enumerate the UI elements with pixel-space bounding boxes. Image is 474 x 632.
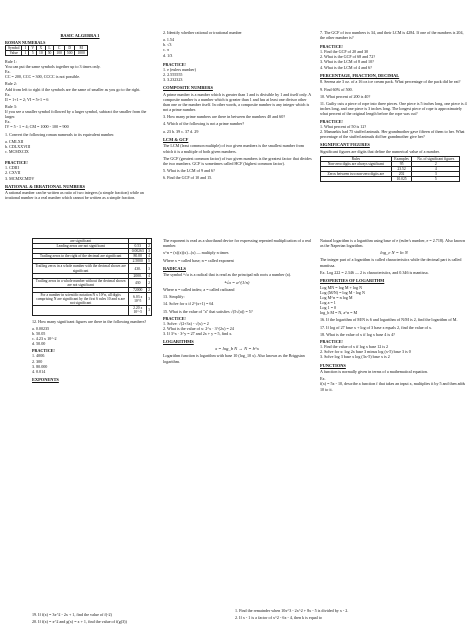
list-item: d. 50.00 xyxy=(32,341,46,347)
table-cell: Non-zero digits are always significant xyxy=(321,161,392,166)
symbol-cell: V xyxy=(29,45,37,50)
question: 2. Identify whether rational or irrational number xyxy=(163,30,242,35)
example-label: Ex. xyxy=(5,91,11,97)
question: 11. Guilty cuts a piece of rope into three pieces. One piece is 5 inches long, one piece is 4 inches long, and one piece is 3 inches long. The longest piece of rope is approximately what percent of the original length before the rope was cut? xyxy=(320,101,467,117)
question: 12. How many significant figures are there in the following numbers? xyxy=(32,318,147,324)
table-cell: 2 xyxy=(148,287,150,292)
practice-heading: PRACTICE! xyxy=(320,44,343,50)
list-item: 1. Find the GCF of 20 and 30 xyxy=(320,49,369,55)
property-item: Log MN = log M + log N xyxy=(320,284,363,290)
list-item: 1. What percent of 50 is 12? xyxy=(320,123,367,129)
radical-text: The symbol ⁿ√a is a radical that is read as the principal nth roots a number (a). xyxy=(163,272,292,278)
list-item: 1. 4000. xyxy=(32,353,46,359)
composite-heading: COMPOSITE NUMBERS xyxy=(163,85,213,91)
middle-sheet xyxy=(0,236,474,588)
table-cell: 0.53 xyxy=(129,244,147,249)
symbol-cell: D xyxy=(64,45,75,50)
column-2 xyxy=(163,30,313,183)
list-item: 2. Mamaekis had 75 stuffed animals. Her grandmother gave fifteen of them to her. What percentage of the stuffed animals did her grandmother give her? xyxy=(320,128,465,139)
bottom-right-questions xyxy=(235,608,435,623)
options: a. 23 b. 39 c. 37 d. 29 xyxy=(163,128,199,134)
example-text: II = 1+1 = 2; VI = 5+1 = 6 xyxy=(5,96,49,102)
exponent-formula: x^n = (x)(x)(x)...(x) — multiply n times xyxy=(163,250,229,256)
table-cell: 3 xyxy=(412,172,460,177)
rule-heading: Rule 2: xyxy=(5,81,17,87)
symbol-label: Symbol xyxy=(6,45,22,50)
question: 15. What is the value of "a" that satisfies √(5√(a)) = 5? xyxy=(163,308,253,314)
table-cell: 10.025 xyxy=(391,177,412,182)
question: 17. If log of 27 base x + log of 3 base x equals 2, find the value of x. xyxy=(320,324,433,330)
question: 19. If f(x) = 3x^2 - 2x + 1, find the value of f(-2) xyxy=(32,612,112,617)
gcf-text: The GCF (greatest common factor) of two given numbers is the greatest factor that divides the two numbers. GCF is sometimes called HCF (highest common factor). xyxy=(163,155,312,166)
list-item: 2. 2.555555 xyxy=(163,71,183,77)
list-item: b. √3 xyxy=(163,42,172,48)
value-cell: 1 xyxy=(22,50,29,55)
list-item: 3. What is the LCM of 8 and 10? xyxy=(320,59,374,65)
list-item: 2. CXVII xyxy=(5,170,21,176)
practice-heading: PRACTICE! xyxy=(320,118,343,124)
column-2 xyxy=(163,238,311,366)
table-cell: Zeros between two non-zero digits are xyxy=(321,172,392,177)
table-cell: 72000 xyxy=(129,287,147,292)
value-label: Value xyxy=(6,50,22,55)
list-item: d. 1/3 xyxy=(163,52,173,58)
table-cell: 430. xyxy=(129,264,147,273)
table-cell: 2000. xyxy=(129,273,147,278)
logarithms-heading: LOGARITHMS xyxy=(163,339,194,345)
table-cell xyxy=(321,177,392,182)
table-row xyxy=(33,264,152,273)
question: 6. Find the GCF of 10 and 15. xyxy=(163,175,213,181)
question: 16. If the logarithm of M/N is 6 and logarithm of N/M is 2, find the logarithm of M. xyxy=(320,317,458,323)
sigfig-heading: SIGNIFICANT FIGURES xyxy=(320,141,370,147)
table-cell: 0.00263 xyxy=(129,249,147,254)
exponents-heading: EXPONENTS xyxy=(32,376,59,382)
table-row xyxy=(33,306,152,315)
rule-heading: Rule 3: xyxy=(5,104,17,109)
table-cell: 3 xyxy=(147,293,152,306)
table-cell: 3 xyxy=(147,306,152,315)
log-formula: x = log_b N → N = b^x xyxy=(215,346,259,352)
rule-heading: Rule 1: xyxy=(5,58,17,64)
table-row xyxy=(33,278,152,287)
table-cell: Trailing zeros to the right of the decimal are significant xyxy=(33,254,129,259)
table-cell: 6.03 x 10^5 xyxy=(129,293,147,306)
table-row xyxy=(33,293,152,306)
list-item: b. CDLXXVIII xyxy=(5,144,31,150)
list-item: 2. 300 xyxy=(32,358,43,364)
table-cell: 2.5000 xyxy=(129,259,147,264)
property-item: Log a = 1 xyxy=(320,299,336,305)
table-cell: 5 xyxy=(412,177,460,182)
column-1 xyxy=(32,238,152,383)
property-item: Log M^n = n log M xyxy=(320,294,353,300)
list-item: 3. If 3^x · 3^y = 27 and 2x + y = 5, find x. xyxy=(163,331,233,337)
sigfig-text: Significant figures are digits that define the numerical value of a number. xyxy=(320,148,440,154)
column-header: No. of significant figures xyxy=(412,156,460,161)
table-cell: 202 xyxy=(391,172,412,177)
property-item: log_b M = N, a^n = M xyxy=(320,310,358,315)
list-item: a. 1.54 xyxy=(163,37,175,43)
table-cell: 2 xyxy=(147,278,152,287)
value-cell: 500 xyxy=(64,50,75,55)
list-item: 1. Find the value of x if log x base 12 is 2 xyxy=(320,344,389,350)
question: 1. Convert the following roman numerals to its equivalent number. xyxy=(5,131,115,137)
rule-text: You can put the same symbols together up to 3 times only. xyxy=(5,63,101,69)
list-item: 1. Solve: √(2+3x) - √(x) = 2 xyxy=(163,320,209,326)
table-cell: 3 xyxy=(147,264,152,273)
radicals-heading: RADICALS xyxy=(163,265,186,271)
list-item: 3. 80.000 xyxy=(32,363,48,369)
question: 10. What percent of 200 is 40? xyxy=(320,93,371,99)
table-cell: 4 xyxy=(148,273,150,278)
sigfig-table xyxy=(320,156,460,182)
list-item: c. MCMXCIX xyxy=(5,149,29,155)
table-cell: are significant xyxy=(33,239,129,244)
question: 3. How many prime numbers are there in between the numbers 40 and 60? xyxy=(163,114,286,120)
table-cell: 2 xyxy=(148,244,150,249)
bottom-left-questions xyxy=(32,612,162,627)
question: 9. Find 60% of 500. xyxy=(320,86,353,92)
example-text: IV = 5 - 1 = 4; CM = 1000 - 100 = 900 xyxy=(5,124,69,130)
practice-heading: PRACTICE! xyxy=(163,315,186,321)
practice-heading: PRACTICE! xyxy=(32,348,55,354)
question: 2. If x - 1 is a factor of x^2 - 6x - 4, then k is equal to xyxy=(235,615,322,621)
value-cell: 1000 xyxy=(75,50,87,55)
example-label: Ex. xyxy=(5,69,11,75)
sigfig-table-continued xyxy=(32,238,152,316)
lcm-heading: LCM & GCF xyxy=(163,136,189,142)
list-item: 4. 0.014 xyxy=(32,368,46,374)
table-cell: 4 xyxy=(412,167,460,172)
question: 14. Solve for x if 2^(x+1) = 64 xyxy=(163,301,214,307)
integer-part-text: The integer part of a logarithm is called characteristics while the decimal part is called mantissa. xyxy=(320,257,462,268)
table-cell: 2.20 x 10^-5 xyxy=(129,306,147,315)
list-item: c. 4.23 x 10^-2 xyxy=(32,335,57,341)
roman-value-row xyxy=(6,50,88,55)
top-sheet xyxy=(0,28,474,228)
exponent-text: The exponent is read as a shorthand device for expressing repeated multiplication of a real number. xyxy=(163,238,312,249)
rule-text: Add from left to right if the symbols are the same of smaller as you go to the right. xyxy=(5,86,141,92)
value-cell: 5 xyxy=(29,50,37,55)
doc-title: BASIC ALGEBRA 1 xyxy=(60,33,100,38)
column-1 xyxy=(5,30,155,203)
symbol-cell: C xyxy=(54,45,65,50)
table-row xyxy=(321,177,460,182)
symbol-cell: L xyxy=(45,45,54,50)
log-text: Logarithm function is logarithm with base 10 (log_10 x). Also known as the Briggsian logarithm. xyxy=(163,353,305,364)
example-text: Ex. Log 222 = 2.346 — 2 is characteristics, and 0.346 is mantissa. xyxy=(320,269,429,275)
table-cell xyxy=(33,306,129,315)
symbol-cell: M xyxy=(75,45,87,50)
list-item: a. CMLXII xyxy=(5,138,24,144)
practice-heading: PRACTICE! xyxy=(320,339,343,345)
roman-table xyxy=(5,45,88,56)
example-text: CC = 200, CCC = 300, CCCC is not possible. xyxy=(5,74,81,80)
table-row xyxy=(33,254,152,259)
list-item: 3. Solve log 3 base x log (3x-5) base x is 2 xyxy=(320,354,390,360)
symbol-cell: I xyxy=(22,45,29,50)
table-cell: 95 xyxy=(391,161,412,166)
question: 4. Which of the following is not a prime number? xyxy=(163,121,245,127)
functions-heading: FUNCTIONS xyxy=(320,362,346,368)
table-cell: 430 xyxy=(129,278,147,287)
list-item: 1. CDIII xyxy=(5,165,19,171)
rational-text: A rational number can be written as ratio of two integers (a simple fraction) while an irrational number is a real number which cannot be written as a simple fraction. xyxy=(5,190,144,201)
rule-text: If you see a smaller symbol followed by a larger symbol, subtract the smaller from the larger. xyxy=(5,109,147,120)
question: 20. If f(x) = x^2 and g(x) = x + 1, find the value of f(g(3)) xyxy=(32,619,127,625)
question: 18. What is the value of x if log x base 4 is 4? xyxy=(320,331,395,337)
table-cell: 5 xyxy=(148,259,150,264)
question: 1. Find the remainder when 10x^3 - 2x^2 + 8x - 5 is divided by x - 2. xyxy=(235,608,349,613)
column-3 xyxy=(320,238,468,394)
list-item: 2. Solve for x: log 2x base 3 minus log (x-5) base 3 is 0 xyxy=(320,349,411,355)
list-item: 1. e (eulers number) xyxy=(163,66,196,72)
practice-heading: PRACTICE! xyxy=(5,160,28,166)
pfd-heading: PERCENTAGE, FRACTION, DECIMAL xyxy=(320,72,400,78)
lcm-text: The LCM (least common multiple) of two given numbers is the smallest number from which it is a multiple of both given numbers. xyxy=(163,143,305,154)
example-text: f(x) = 5x - 10, describe a function f that takes an input x, multiplies it by 5 and then adds 10 to it. xyxy=(320,381,466,392)
function-text: A function is normally given in terms of a mathematical equation. xyxy=(320,369,428,375)
list-item: a. 0.00235 xyxy=(32,325,50,331)
properties-heading: PROPERTIES OF LOGARITHM xyxy=(320,277,385,283)
column-header: Examples xyxy=(391,156,412,161)
column-header: Rules xyxy=(321,156,392,161)
symbol-cell: X xyxy=(37,45,46,50)
list-item: 2. What is the GCF of 68 and 72? xyxy=(320,54,376,60)
column-3 xyxy=(320,30,468,182)
example-label: Ex. xyxy=(320,376,326,382)
list-item: 3. 3.232323 xyxy=(163,76,183,82)
list-item: b. 50.05 xyxy=(32,330,46,336)
question: 5. What is the LCM of 9 and 6? xyxy=(163,168,215,174)
property-item: Log (M/N) = log M - log N xyxy=(320,289,365,295)
practice-heading: PRACTICE! xyxy=(163,61,186,67)
exponent-where: Where x = called base; n = called exponent xyxy=(163,257,234,263)
table-cell: 80.00 xyxy=(129,254,147,259)
table-cell: 23.52 xyxy=(391,167,412,172)
question: 7. The GCF of two numbers is 34, and their LCM is 4284. If one of the numbers is 204, the other number is? xyxy=(320,30,464,41)
roman-heading: ROMAN NUMERALS xyxy=(5,39,46,45)
question: 13. Simplify: xyxy=(163,294,185,299)
value-cell: 50 xyxy=(45,50,54,55)
radical-where: Where n = called index; a = called radicand xyxy=(163,286,235,292)
list-item: 2. What is the value of x: 2^x · 3^(2x) = 24 xyxy=(163,326,234,332)
list-item: c. π xyxy=(163,47,169,53)
table-cell: 3 xyxy=(148,249,150,254)
table-cell: Trailing zeros in a whole number with the decimal shown are significant xyxy=(33,264,129,273)
table-cell: Trailing zeros in a whole number without the decimal shown are not significant xyxy=(33,278,129,287)
table-cell: 2 xyxy=(412,161,460,166)
property-item: Log 1 = 0 xyxy=(320,304,337,310)
value-cell: 100 xyxy=(54,50,65,55)
natural-log-text: Natural logarithm is a logarithm using base of e (euler's number, e = 2.718). Also known as the Naperian logarithm. xyxy=(320,238,465,249)
list-item: 4. What is the LCM of 4 and 6? xyxy=(320,64,372,70)
table-cell: For a number in scientific notation N x 10^n, all digits comprising N are significant by the first 6 rules 10 and n are not significant xyxy=(33,293,129,306)
rational-heading: RATIONAL & IRRATIONAL NUMBERS xyxy=(5,183,85,189)
question: 8. Serena ate 3 oz. of a 16 oz ice cream pack. What percentage of the pack did he eat? xyxy=(320,79,461,85)
composite-text: A prime number is a number which is greater than 1 and is divisible by 1 and itself only. A composite number is a number which is greater than 1 and has at least one divisor other than one or the number itself. In other words, a composite number is any integer which is not a prime number. xyxy=(163,91,311,112)
radical-formula: ⁿ√a = a^(1/n) xyxy=(224,279,250,285)
value-cell: 10 xyxy=(37,50,46,55)
table-cell: Leading zeros are not significant xyxy=(33,244,129,249)
ln-formula: log_e N = ln N xyxy=(380,250,408,256)
table-cell: 4 xyxy=(148,254,150,259)
example-label: Ex. xyxy=(5,119,11,125)
list-item: 3. MCMXCMDV xyxy=(5,175,35,181)
